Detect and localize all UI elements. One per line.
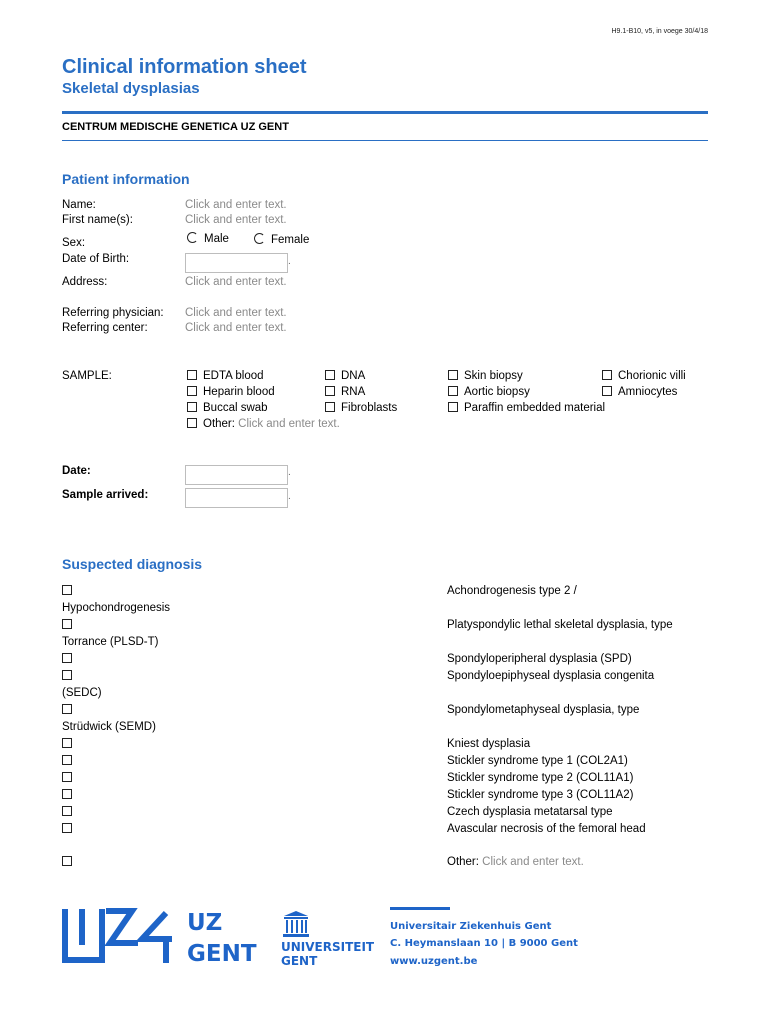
diagnosis-item: Kniest dysplasia [447, 738, 531, 750]
diagnosis-left-text: (SEDC) [62, 687, 102, 699]
sample-aortic-biopsy-checkbox[interactable] [448, 386, 530, 398]
sex-male-radio[interactable] [187, 232, 229, 245]
uz-gent-logo-icon [62, 905, 174, 967]
checkbox-icon [62, 670, 72, 680]
page-title: Clinical information sheet [62, 56, 307, 78]
ugent-logo-text-2: GENT [281, 954, 318, 968]
sample-option-label: RNA [341, 386, 366, 398]
header-divider-thin [62, 140, 708, 141]
diagnosis-item: Spondyloepiphyseal dysplasia congenita [447, 670, 655, 682]
header-divider-thick [62, 111, 708, 114]
sample-fibroblasts-checkbox[interactable] [325, 402, 397, 414]
checkbox-icon [448, 402, 458, 412]
diagnosis-checkbox[interactable] [62, 704, 78, 716]
checkbox-icon [325, 370, 335, 380]
sex-male-label: Male [204, 233, 229, 245]
diagnosis-item: Platyspondylic lethal skeletal dysplasia, type [447, 619, 673, 631]
diagnosis-item: Achondrogenesis type 2 / [447, 585, 577, 597]
radio-icon [187, 232, 198, 243]
sex-female-label: Female [271, 234, 310, 246]
sample-option-label: Chorionic villi [618, 370, 686, 382]
sample-dna-checkbox[interactable] [325, 370, 365, 382]
sample-option-label: Aortic biopsy [464, 386, 530, 398]
checkbox-icon [62, 755, 72, 765]
diagnosis-other-label: Other: [447, 856, 479, 868]
ugent-logo-text-1: UNIVERSITEIT [281, 940, 375, 954]
checkbox-icon [62, 738, 72, 748]
sample-option-label: DNA [341, 370, 366, 382]
sex-label: Sex: [62, 237, 86, 249]
referring-physician-field[interactable]: Click and enter text. [185, 307, 287, 319]
center-name: CENTRUM MEDISCHE GENETICA UZ GENT [62, 121, 289, 133]
document-code: H9.1-B10, v5, in voege 30/4/18 [611, 28, 708, 35]
checkbox-icon [187, 386, 197, 396]
checkbox-icon [325, 386, 335, 396]
referring-physician-label: Referring physician: [62, 307, 164, 319]
dob-field-end-mark: . [288, 256, 291, 267]
diagnosis-checkbox[interactable] [62, 772, 78, 784]
sample-buccal-swab-checkbox[interactable] [187, 402, 268, 414]
checkbox-icon [62, 772, 72, 782]
diagnosis-other-item [447, 856, 584, 868]
checkbox-icon [187, 418, 197, 428]
sample-option-label: Fibroblasts [341, 402, 398, 414]
diagnosis-checkbox[interactable] [62, 653, 78, 665]
hospital-address: C. Heymanslaan 10 | B 9000 Gent [390, 938, 578, 949]
sample-rna-checkbox[interactable] [325, 386, 365, 398]
name-label: Name: [62, 199, 96, 211]
dob-label: Date of Birth: [62, 253, 130, 265]
diagnosis-item: Stickler syndrome type 3 (COL11A2) [447, 789, 634, 801]
first-name-label: First name(s): [62, 214, 133, 226]
sample-option-label: Paraffin embedded material [464, 402, 606, 414]
checkbox-icon [602, 386, 612, 396]
sample-option-label: Skin biopsy [464, 370, 523, 382]
diagnosis-checkbox[interactable] [62, 806, 78, 818]
dob-input[interactable] [185, 253, 288, 273]
sex-female-radio[interactable] [254, 233, 309, 246]
sample-other-label: Other: [203, 418, 235, 430]
sample-arrived-field-end-mark: . [288, 491, 291, 502]
diagnosis-checkbox[interactable] [62, 738, 78, 750]
date-label: Date: [62, 465, 91, 477]
diagnosis-other-checkbox[interactable] [62, 856, 78, 868]
sample-option-label: Amniocytes [618, 386, 678, 398]
referring-center-label: Referring center: [62, 322, 148, 334]
sample-other-checkbox[interactable] [187, 418, 340, 430]
footer-accent-bar [390, 907, 450, 910]
diagnosis-checkbox[interactable] [62, 619, 78, 631]
uz-logo-text-1: UZ [187, 910, 223, 936]
checkbox-icon [62, 585, 72, 595]
sample-option-label: Buccal swab [203, 402, 268, 414]
checkbox-icon [602, 370, 612, 380]
date-field-end-mark: . [288, 467, 291, 478]
address-label: Address: [62, 276, 108, 288]
sample-arrived-label: Sample arrived: [62, 489, 149, 501]
diagnosis-item: Stickler syndrome type 1 (COL2A1) [447, 755, 628, 767]
checkbox-icon [62, 806, 72, 816]
sample-amniocytes-checkbox[interactable] [602, 386, 677, 398]
sample-chorionic-villi-checkbox[interactable] [602, 370, 686, 382]
sample-option-label: Heparin blood [203, 386, 275, 398]
diagnosis-checkbox[interactable] [62, 789, 78, 801]
diagnosis-item: Spondylometaphyseal dysplasia, type [447, 704, 640, 716]
diagnosis-item: Czech dysplasia metatarsal type [447, 806, 613, 818]
radio-icon [254, 233, 265, 244]
referring-center-field[interactable]: Click and enter text. [185, 322, 287, 334]
diagnosis-item: Avascular necrosis of the femoral head [447, 823, 646, 835]
sample-skin-biopsy-checkbox[interactable] [448, 370, 523, 382]
sample-paraffin-checkbox[interactable] [448, 402, 605, 414]
diagnosis-checkbox[interactable] [62, 670, 78, 682]
name-field[interactable]: Click and enter text. [185, 199, 287, 211]
diagnosis-checkbox[interactable] [62, 585, 78, 597]
checkbox-icon [62, 619, 72, 629]
sample-heparin-blood-checkbox[interactable] [187, 386, 275, 398]
checkbox-icon [62, 789, 72, 799]
diagnosis-left-text: Torrance (PLSD-T) [62, 636, 159, 648]
sample-other-field[interactable]: Click and enter text. [238, 418, 340, 430]
sample-label: SAMPLE: [62, 370, 112, 382]
checkbox-icon [187, 402, 197, 412]
date-input[interactable] [185, 465, 288, 485]
diagnosis-other-field[interactable]: Click and enter text. [482, 856, 584, 868]
checkbox-icon [62, 856, 72, 866]
diagnosis-checkbox[interactable] [62, 823, 78, 835]
first-name-field[interactable]: Click and enter text. [185, 214, 287, 226]
checkbox-icon [448, 386, 458, 396]
checkbox-icon [325, 402, 335, 412]
section-suspected-diagnosis: Suspected diagnosis [62, 556, 203, 572]
uz-logo-text-2: GENT [187, 941, 257, 967]
checkbox-icon [448, 370, 458, 380]
diagnosis-item: Stickler syndrome type 2 (COL11A1) [447, 772, 634, 784]
checkbox-icon [62, 704, 72, 714]
sample-option-label: EDTA blood [203, 370, 264, 382]
page-subtitle: Skeletal dysplasias [62, 80, 200, 97]
hospital-website[interactable]: www.uzgent.be [390, 956, 478, 967]
checkbox-icon [62, 653, 72, 663]
university-building-icon [281, 910, 311, 938]
diagnosis-checkbox[interactable] [62, 755, 78, 767]
diagnosis-left-text: Strüdwick (SEMD) [62, 721, 156, 733]
diagnosis-left-text: Hypochondrogenesis [62, 602, 171, 614]
address-field[interactable]: Click and enter text. [185, 276, 287, 288]
hospital-name: Universitair Ziekenhuis Gent [390, 921, 552, 932]
checkbox-icon [187, 370, 197, 380]
sample-arrived-input[interactable] [185, 488, 288, 508]
diagnosis-item: Spondyloperipheral dysplasia (SPD) [447, 653, 632, 665]
section-patient-information: Patient information [62, 171, 190, 187]
sample-edta-blood-checkbox[interactable] [187, 370, 264, 382]
checkbox-icon [62, 823, 72, 833]
